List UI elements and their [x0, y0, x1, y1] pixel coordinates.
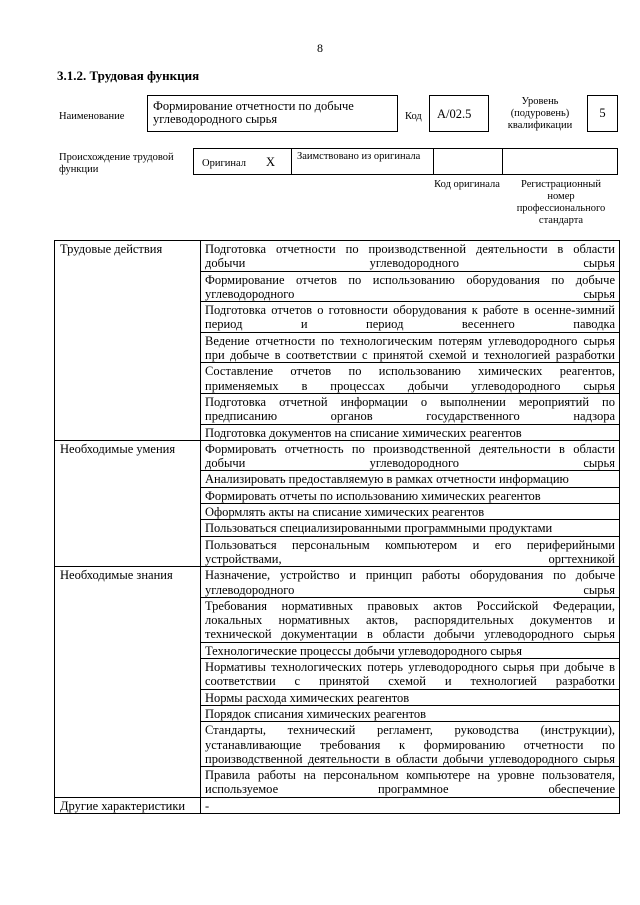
list-item: Подготовка отчетов о готовности оборудования к работе в осенне-зимний период и период весеннего паводка — [201, 302, 620, 333]
other-value: - — [201, 797, 620, 813]
list-item: Анализировать предоставляемую в рамках отчетности информацию — [201, 471, 620, 487]
divider — [433, 149, 434, 174]
list-item: Формировать отчетность по производственной деятельности в области добычи углеводородного сырья — [201, 440, 620, 471]
labor-function-table — [54, 240, 620, 814]
code-value: A/02.5 — [437, 107, 472, 121]
origin-row — [193, 148, 618, 175]
name-label: Наименование — [59, 111, 125, 122]
list-item: Формировать отчеты по использованию химических реагентов — [201, 487, 620, 503]
name-value-box — [147, 95, 398, 132]
list-item: Подготовка документов на списание химических реагентов — [201, 424, 620, 440]
level-label: Уровень (подуровень) квалификации — [507, 96, 573, 131]
list-item: Назначение, устройство и принцип работы оборудования по добыче углеводородного сырья — [201, 567, 620, 598]
list-item: Подготовка отчетной информации о выполнении мероприятий по предписанию органов государственного надзора — [201, 393, 620, 424]
divider — [291, 149, 292, 174]
skills-label: Необходимые умения — [55, 440, 201, 566]
other-label: Другие характеристики — [55, 797, 201, 813]
reg-number-caption: Регистрационный номер профессионального стандарта — [516, 179, 606, 226]
labor-actions-label: Трудовые действия — [55, 241, 201, 441]
code-label: Код — [405, 111, 422, 122]
code-value-box — [429, 95, 489, 132]
code-original-caption: Код оригинала — [434, 179, 500, 190]
list-item: Стандарты, технический регламент, руководства (инструкции), устанавливающие требования к формированию отчетности по производственной деятельности в области добычи углеводородного сырья — [201, 722, 620, 767]
section-title: 3.1.2. Трудовая функция — [57, 68, 200, 83]
list-item: Пользоваться специализированными программными продуктами — [201, 520, 620, 536]
table-row — [55, 440, 620, 471]
origin-label: Происхождение трудовой функции — [59, 152, 174, 175]
list-item: Ведение отчетности по технологическим потерям углеводородного сырья при добыче в соответствии с принятой схемой и технологией разработки — [201, 332, 620, 363]
table-row — [55, 241, 620, 272]
list-item: Формирование отчетов по использованию оборудования по добыче углеводородного сырья — [201, 271, 620, 302]
level-value: 5 — [599, 106, 606, 120]
name-value: Формирование отчетности по добыче углеводородного сырья — [153, 99, 354, 126]
list-item: Технологические процессы добычи углеводородного сырья — [201, 642, 620, 658]
borrowed-label: Заимствовано из оригинала — [297, 151, 421, 162]
original-label: Оригинал — [202, 158, 246, 169]
table-row — [55, 567, 620, 598]
knowledge-label: Необходимые знания — [55, 567, 201, 797]
table-row — [55, 797, 620, 813]
list-item: Порядок списания химических реагентов — [201, 705, 620, 721]
list-item: Составление отчетов по использованию химических реагентов, применяемых в процессах добычи углеводородного сырья — [201, 363, 620, 394]
list-item: Нормативы технологических потерь углеводородного сырья при добыче в соответствии с принятой схемой и технологией разработки — [201, 659, 620, 690]
original-mark: X — [266, 155, 276, 169]
list-item: Правила работы на персональном компьютере на уровне пользователя, используемое программное обеспечение — [201, 767, 620, 798]
list-item: Нормы расхода химических реагентов — [201, 689, 620, 705]
list-item: Подготовка отчетности по производственной деятельности в области добычи углеводородного сырья — [201, 241, 620, 272]
level-value-box — [587, 95, 618, 132]
list-item: Пользоваться персональным компьютером и его периферийными устройствами, оргтехникой — [201, 536, 620, 567]
list-item: Оформлять акты на списание химических реагентов — [201, 504, 620, 520]
page-number: 8 — [317, 41, 323, 55]
divider — [502, 149, 503, 174]
list-item: Требования нормативных правовых актов Российской Федерации, локальных нормативных актов, распорядительных документов и технической документации в области добычи углеводородного сырья — [201, 597, 620, 642]
